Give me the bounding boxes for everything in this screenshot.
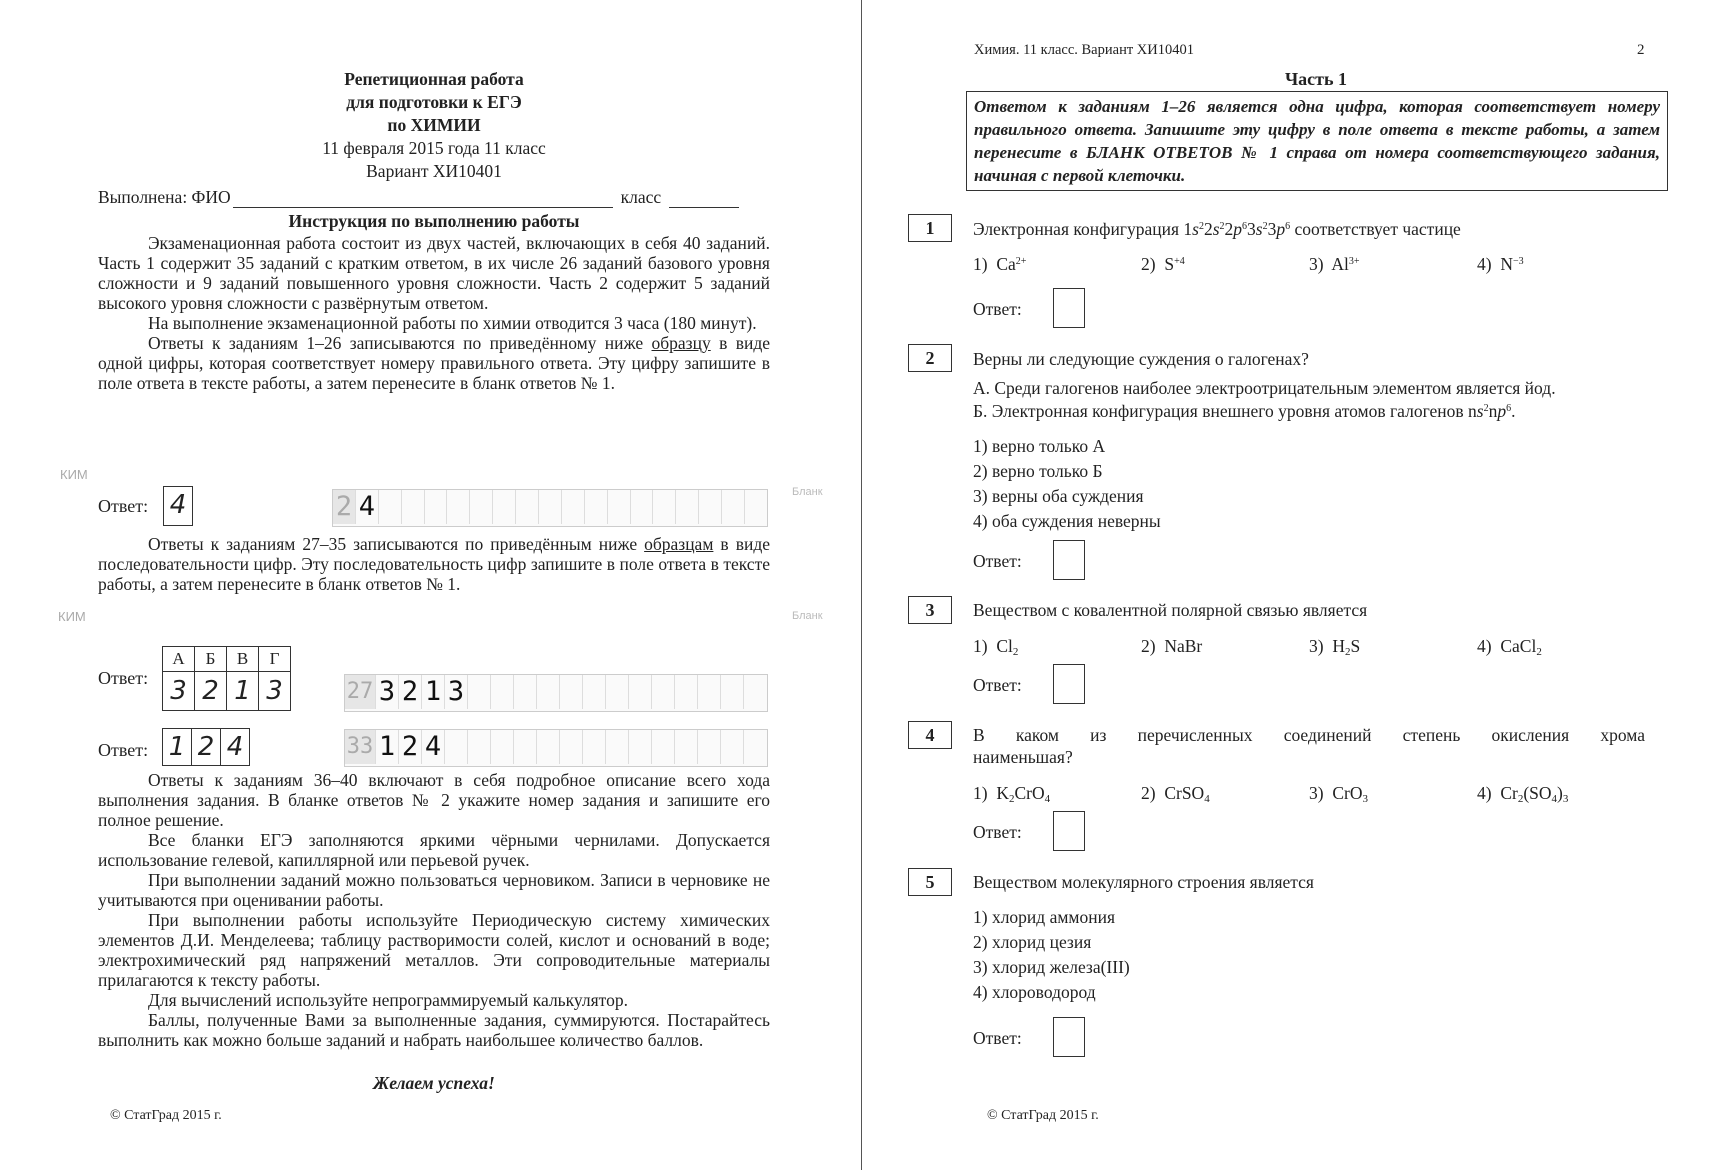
q3-option-3[interactable]: 3) $H_2S$ — [1309, 636, 1361, 658]
question-4-text: В каком из перечисленных соединений степень окисления хрома — [973, 725, 1645, 745]
paragraph-materials: При выполнении работы используйте Периодическую систему химических элементов Д.И. Менделеева; таблицу растворимости солей, кислот и оснований в воде; электрохимический ряд напряжений металлов. Эти сопроводительные материалы прилагаются к тексту работы. — [98, 910, 770, 990]
question-number-5: 5 — [908, 868, 952, 896]
question-number-2: 2 — [908, 344, 952, 372]
instruction-block-1 — [98, 233, 770, 393]
strip-cell: 1 — [376, 730, 399, 764]
q2-option-1[interactable]: 1) верно только А — [973, 436, 1106, 456]
q3-option-4[interactable]: 4) CaCl$_2$ — [1477, 636, 1542, 658]
question-5-text: Веществом молекулярного строения является — [973, 872, 1314, 892]
q2-answer-label: Ответ: — [973, 551, 1022, 571]
example1-answer-box: 4 — [163, 486, 193, 526]
q2-option-4[interactable]: 4) оба суждения неверны — [973, 511, 1161, 531]
q5-option-4[interactable]: 4) хлороводород — [973, 982, 1096, 1002]
paragraph-scores: Баллы, полученные Вами за выполненные задания, суммируются. Постарайтесь выполнить как можно больше заданий и набрать наибольшее количество баллов. — [98, 1010, 770, 1050]
fio-label: Выполнена: ФИО — [98, 187, 231, 207]
abvg-value: 3 — [259, 672, 291, 711]
work-title: Репетиционная работа для подготовки к ЕГЭ по ХИМИИ — [344, 69, 524, 135]
q2-answer-box[interactable] — [1053, 540, 1085, 580]
fio-row — [98, 187, 758, 208]
question-3-text: Веществом с ковалентной полярной связью является — [973, 600, 1368, 620]
variant: Вариант ХИ10401 — [366, 161, 502, 181]
paragraph-parts: Экзаменационная работа состоит из двух частей, включающих в себя 40 заданий. Часть 1 содержит 35 заданий с кратким ответом, в их числе 26 заданий базового уровня сложности и 9 заданий повышенного уровня сложности. Часть 2 содержит 5 заданий высокого уровня сложности с развёрнутым ответом. — [98, 233, 770, 313]
paragraph-calculator: Для вычислений используйте непрограммируемый калькулятор. — [148, 990, 628, 1010]
q2-statement-a: А. Среди галогенов наиболее электроотрицательным элементом является йод. — [973, 378, 1556, 398]
abvg-header: Б — [195, 647, 227, 672]
example3-answer-cells — [162, 728, 250, 766]
example3-answer-label: Ответ: — [98, 740, 149, 760]
example3-form-strip — [344, 729, 768, 767]
q5-answer-label: Ответ: — [973, 1028, 1022, 1048]
paragraph-draft: При выполнении заданий можно пользоваться черновиком. Записи в черновике не учитываются при оценивании работы. — [98, 870, 770, 910]
q3-answer-box[interactable] — [1053, 664, 1085, 704]
q1-option-3[interactable]: 3) $Al^{3+}$ — [1309, 254, 1360, 274]
q3-option-2[interactable]: 2) NaBr — [1141, 636, 1203, 656]
q1-answer-box[interactable] — [1053, 288, 1085, 328]
paragraph-ink: Все бланки ЕГЭ заполняются яркими чёрными чернилами. Допускается использование гелевой, капиллярной или перьевой ручек. — [98, 830, 770, 870]
wish-text: Желаем успеха! — [373, 1073, 495, 1093]
q3-option-1[interactable]: 1) $Cl_2$ — [973, 636, 1019, 658]
paragraph-answers-36-40: Ответы к заданиям 36–40 включают в себя подробное описание всего хода выполнения задания. В бланке ответов № 2 укажите номер задания и запишите его полное решение. — [98, 770, 770, 830]
strip-cell: 3 — [445, 675, 468, 709]
abvg-value: 1 — [227, 672, 259, 711]
instruction-frame: Ответом к заданиям 1–26 является одна цифра, которая соответствует номеру правильного ответа. Запишите эту цифру в поле ответа в тексте работы, а затем перенесите в БЛАНК ОТВЕТОВ № 1 справа от номера соответствующего задания, начиная с первой клеточки. — [966, 91, 1668, 191]
page-number: 2 — [1637, 42, 1645, 58]
q1-option-2[interactable]: 2) $S^{+4}$ — [1141, 254, 1185, 274]
fio-field[interactable] — [233, 190, 613, 208]
paragraph-time: На выполнение экзаменационной работы по химии отводится 3 часа (180 минут). — [148, 313, 757, 333]
question-number-1: 1 — [908, 214, 952, 242]
strip-task-number: 27 — [345, 675, 376, 709]
q4-answer-label: Ответ: — [973, 822, 1022, 842]
paragraph-answers-1-26: Ответы к заданиям 1–26 записываются по приведённому ниже образцу в виде одной цифры, которая соответствует номеру правильного ответа. Эту цифру запишите в поле ответа в тексте работы, а затем перенесите в бланк ответов № 1. — [98, 333, 770, 393]
q1-option-1[interactable]: 1) $Ca^{2+}$ — [973, 254, 1027, 274]
q4-option-2[interactable]: 2) CrSO$_4$ — [1141, 783, 1210, 805]
page-divider — [861, 0, 862, 1170]
example1-form-strip — [332, 489, 768, 527]
right-copyright: © СтатГрад 2015 г. — [987, 1108, 1099, 1123]
part-title: Часть 1 — [1284, 69, 1348, 89]
q5-option-3[interactable]: 3) хлорид железа(III) — [973, 957, 1130, 977]
q1-option-4[interactable]: 4) $N^{-3}$ — [1477, 254, 1524, 274]
q4-option-4[interactable]: 4) $Cr_2(SO_4)_3$ — [1477, 783, 1569, 805]
abvg-value: 2 — [195, 672, 227, 711]
strip-cell: 2 — [399, 675, 422, 709]
q2-option-3[interactable]: 3) верны оба суждения — [973, 486, 1144, 506]
kim-label-2: КИМ — [58, 609, 86, 624]
answer-cell: 4 — [226, 732, 244, 762]
blank-label-2: Бланк — [792, 610, 823, 622]
q5-answer-box[interactable] — [1053, 1017, 1085, 1057]
strip-cell: 1 — [422, 675, 445, 709]
paragraph-answers-27-35: Ответы к заданиям 27–35 записываются по приведённым ниже образцам в виде последовательности цифр. Эту последовательность цифр запишите в поле ответа в тексте работы, а затем перенесите в бланк ответов № 1. — [98, 534, 770, 594]
left-copyright: © СтатГрад 2015 г. — [110, 1108, 222, 1123]
example1-answer-label: Ответ: — [98, 496, 149, 516]
question-number-4: 4 — [908, 721, 952, 749]
question-number-3: 3 — [908, 596, 952, 624]
instruction-block-2 — [98, 770, 770, 1050]
q5-option-2[interactable]: 2) хлорид цезия — [973, 932, 1092, 952]
question-2-text: Верны ли следующие суждения о галогенах? — [973, 349, 1309, 369]
q4-option-1[interactable]: 1) $K_2CrO_4$ — [973, 783, 1051, 805]
class-field[interactable] — [669, 190, 739, 208]
answer-cell: 1 — [163, 729, 192, 765]
blank-label: Бланк — [792, 486, 823, 498]
class-label: класс — [620, 187, 662, 207]
abvg-header: Г — [259, 647, 291, 672]
q2-statement-b: Б. Электронная конфигурация внешнего уровня атомов галогенов $ns^2np^6$. — [973, 401, 1516, 421]
page-header: Химия. 11 класс. Вариант ХИ10401 — [974, 42, 1194, 58]
strip-task-number: 33 — [345, 730, 376, 764]
answer-cell: 2 — [192, 729, 221, 765]
q3-answer-label: Ответ: — [973, 675, 1022, 695]
abvg-header: В — [227, 647, 259, 672]
question-4-text-line2: наименьшая? — [973, 747, 1073, 767]
instruction-title: Инструкция по выполнению работы — [288, 211, 580, 231]
q4-option-3[interactable]: 3) CrO$_3$ — [1309, 783, 1368, 805]
abvg-header: А — [163, 647, 195, 672]
kim-label: КИМ — [60, 467, 88, 482]
q5-option-1[interactable]: 1) хлорид аммония — [973, 907, 1116, 927]
q4-answer-box[interactable] — [1053, 811, 1085, 851]
question-1-text: Электронная конфигурация $1s^22s^22p^63s^23p^6$ соответствует частице — [973, 219, 1461, 239]
q2-option-2[interactable]: 2) верно только Б — [973, 461, 1103, 481]
strip-cell: 2 — [399, 730, 422, 764]
example2-form-strip — [344, 674, 768, 712]
q1-answer-label: Ответ: — [973, 299, 1022, 319]
date-line: 11 февраля 2015 года 11 класс — [322, 138, 546, 158]
strip-cell: 4 — [356, 490, 379, 524]
example2-abvg-table — [162, 646, 291, 711]
strip-cell: 3 — [376, 675, 399, 709]
strip-cell: 4 — [422, 730, 445, 764]
abvg-value: 3 — [163, 672, 195, 711]
strip-task-number: 2 — [333, 490, 356, 524]
example2-answer-label: Ответ: — [98, 668, 149, 688]
